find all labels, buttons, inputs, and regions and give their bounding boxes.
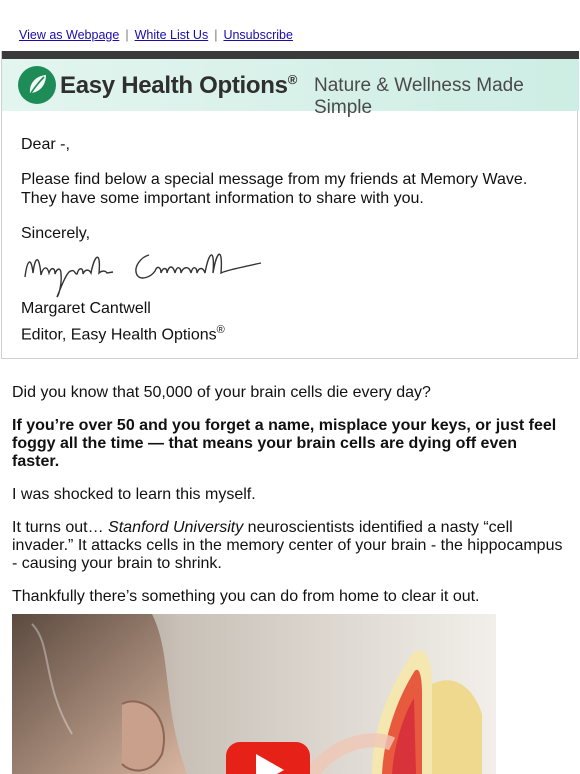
- stanford-university: Stanford University: [108, 519, 244, 536]
- signoff: [21, 299, 561, 344]
- p4-rest: neuroscientists identified a nasty “cell invader.” It attacks cells in the memory center of your brain - the hippocampus - causing your brain to shrink.: [12, 519, 563, 572]
- article-paragraph: [12, 519, 568, 573]
- article-paragraph: I was shocked to learn this myself.: [12, 486, 256, 503]
- p4-start: It turns out…: [12, 519, 109, 536]
- signer-name: Margaret Cantwell: [21, 300, 151, 317]
- signer-title: [21, 321, 561, 344]
- signature-image: [21, 243, 271, 299]
- youtube-play-icon[interactable]: [226, 742, 310, 774]
- article-body: [12, 384, 568, 621]
- brand-text: Easy Health Options: [60, 72, 288, 99]
- intro-card: [1, 51, 578, 359]
- registered-mark: ®: [287, 72, 297, 87]
- registered-mark: ®: [216, 324, 225, 336]
- link-separator: |: [214, 28, 218, 42]
- brand-banner[interactable]: [2, 59, 579, 118]
- article-paragraph-bold: If you’re over 50 and you forget a name, misplace your keys, or just feel foggy all the time — that means your brain cells are dying off even faster.: [12, 417, 557, 470]
- signer-title-text: Editor, Easy Health Options: [21, 326, 217, 344]
- article-paragraph: Did you know that 50,000 of your brain cells die every day?: [12, 384, 431, 401]
- link-separator: |: [125, 28, 129, 42]
- article-paragraph: Thankfully there’s something you can do from home to clear it out.: [12, 588, 480, 605]
- closing: Sincerely,: [21, 225, 91, 242]
- unsubscribe-link[interactable]: Unsubscribe: [223, 28, 293, 42]
- video-thumbnail[interactable]: [12, 614, 496, 774]
- brand-name: [60, 72, 297, 100]
- white-list-link[interactable]: White List Us: [134, 28, 209, 42]
- intro-message: Please find below a special message from my friends at Memory Wave. They have some important information to share with you.: [21, 171, 528, 207]
- header-links: [19, 28, 293, 42]
- brand-tagline: Nature & Wellness Made Simple: [314, 75, 524, 118]
- greeting: Dear -,: [21, 136, 70, 153]
- top-dark-bar: [2, 51, 579, 59]
- leaf-logo-icon: [18, 66, 56, 104]
- view-as-webpage-link[interactable]: View as Webpage: [19, 28, 120, 42]
- letter-body: [21, 135, 561, 243]
